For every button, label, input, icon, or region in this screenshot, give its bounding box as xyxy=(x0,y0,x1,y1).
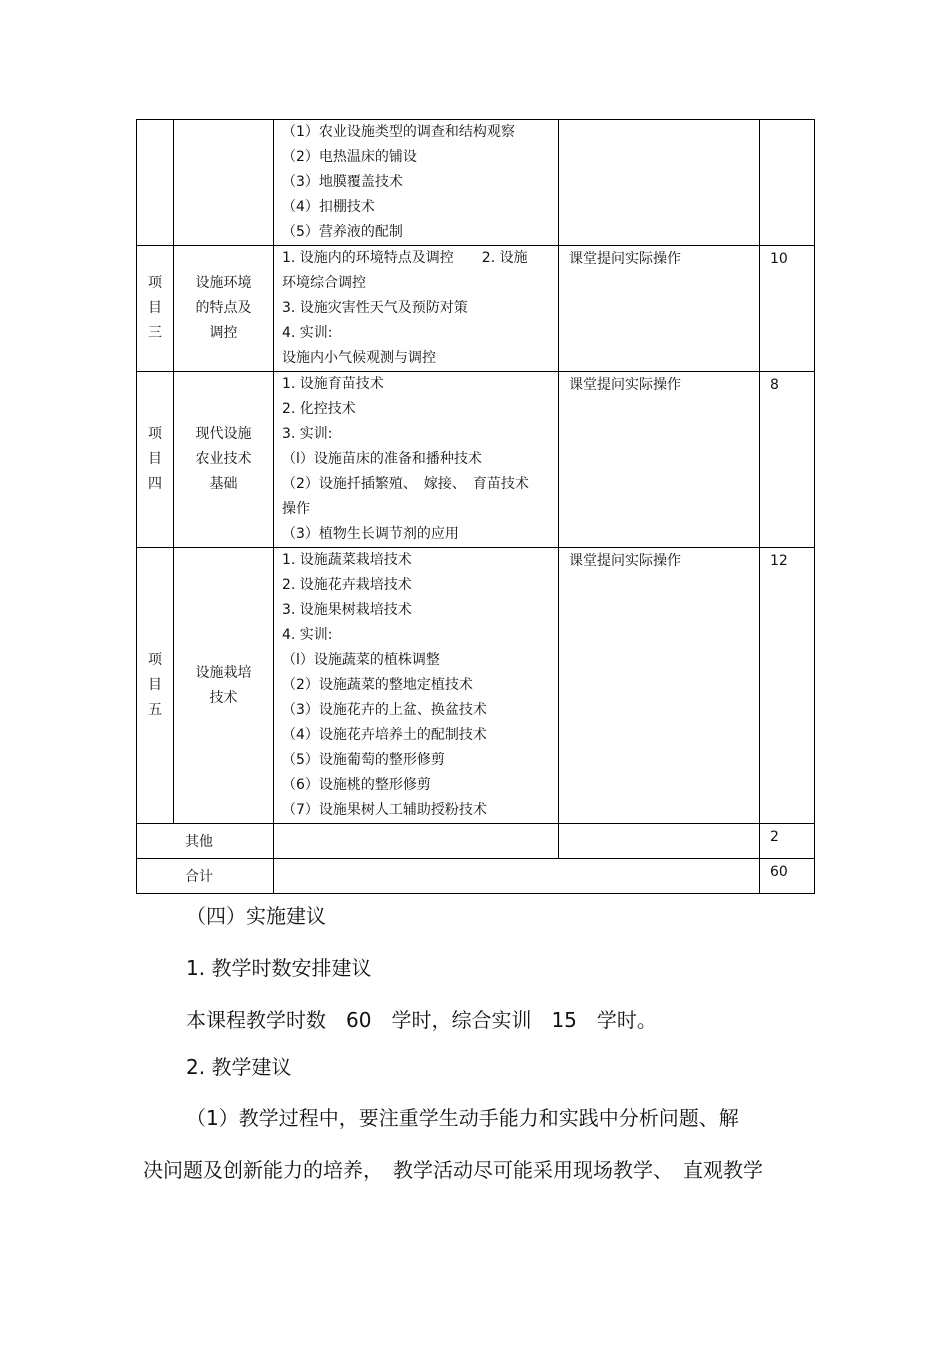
content-cell xyxy=(274,120,559,246)
content-line: 4. 实训: xyxy=(282,325,333,341)
table-row-other xyxy=(137,824,815,859)
advice-paragraph-line1: （1）教学过程中，要注重学生动手能力和实践中分析问题、解 xyxy=(186,1106,739,1130)
content-line: 3. 设施灾害性天气及预防对策 xyxy=(282,300,468,316)
content-line: （2）电热温床的铺设 xyxy=(282,149,417,165)
total-content-cell xyxy=(274,859,760,894)
subheading-advice: 2. 教学建议 xyxy=(186,1055,292,1079)
content-line: 2. 化控技术 xyxy=(282,401,356,417)
content-line: 设施内小气候观测与调控 xyxy=(282,350,436,366)
project-number-char: 项 xyxy=(148,652,162,668)
table-row xyxy=(137,548,815,824)
content-line: （4）扣棚技术 xyxy=(282,199,375,215)
total-hours-cell: 60 xyxy=(760,859,815,894)
content-cell xyxy=(274,548,559,824)
content-line: （5）设施葡萄的整形修剪 xyxy=(282,752,445,768)
content-line: 2. 设施花卉栽培技术 xyxy=(282,577,412,593)
content-line: （3）设施花卉的上盆、换盆技术 xyxy=(282,702,487,718)
content-line: （3）植物生长调节剂的应用 xyxy=(282,526,459,542)
content-line: （5）营养液的配制 xyxy=(282,224,403,240)
project-title-line: 技术 xyxy=(209,689,238,706)
syllabus-table xyxy=(136,119,815,894)
project-title-cell xyxy=(174,246,274,372)
project-title-line: 基础 xyxy=(209,476,238,492)
content-line: （6）设施桃的整形修剪 xyxy=(282,777,431,793)
project-number-char: 五 xyxy=(148,702,162,718)
other-hours-cell: 2 xyxy=(760,824,815,859)
project-title-line: 农业技术 xyxy=(195,451,252,467)
project-title-line: 设施环境 xyxy=(195,275,252,291)
total-label-cell: 合计 xyxy=(137,859,274,894)
method-cell xyxy=(559,120,760,246)
content-line: 3. 实训: xyxy=(282,426,333,442)
content-line: （l）设施苗床的准备和播种技术 xyxy=(282,451,482,467)
method-cell: 课堂提问实际操作 xyxy=(559,548,760,824)
hours-cell: 10 xyxy=(760,246,815,372)
hours-cell xyxy=(760,120,815,246)
advice-paragraph-line2: 决问题及创新能力的培养， 教学活动尽可能采用现场教学、 直观教学 xyxy=(143,1158,763,1182)
method-cell: 课堂提问实际操作 xyxy=(559,372,760,548)
project-number-char: 项 xyxy=(148,275,162,291)
other-content-cell xyxy=(274,824,559,859)
table-row-total xyxy=(137,859,815,894)
content-line: 1. 设施内的环境特点及调控 2. 设施 xyxy=(282,250,528,266)
project-number-cell xyxy=(137,246,174,372)
project-number-char: 项 xyxy=(148,426,162,442)
project-title-cell xyxy=(174,120,274,246)
subheading-hours: 1. 教学时数安排建议 xyxy=(186,956,372,980)
content-line: （1）农业设施类型的调查和结构观察 xyxy=(282,124,515,140)
content-line: 1. 设施蔬菜栽培技术 xyxy=(282,552,412,568)
table-row xyxy=(137,372,815,548)
content-line: 1. 设施育苗技术 xyxy=(282,376,384,392)
method-cell: 课堂提问实际操作 xyxy=(559,246,760,372)
content-cell xyxy=(274,372,559,548)
project-title-cell xyxy=(174,548,274,824)
project-number-cell xyxy=(137,372,174,548)
project-title-line: 现代设施 xyxy=(195,426,252,442)
hours-cell: 12 xyxy=(760,548,815,824)
content-line: （4）设施花卉培养土的配制技术 xyxy=(282,727,487,743)
project-number-char: 四 xyxy=(148,476,162,492)
project-number-char: 目 xyxy=(148,451,162,467)
project-title-line: 的特点及 xyxy=(195,300,252,316)
project-number-char: 目 xyxy=(148,677,162,693)
content-line: 4. 实训: xyxy=(282,627,333,643)
hours-paragraph: 本课程教学时数 60 学时，综合实训 15 学时。 xyxy=(186,1008,657,1032)
project-number-char: 三 xyxy=(148,325,162,341)
table-row xyxy=(137,246,815,372)
other-method-cell xyxy=(559,824,760,859)
hours-cell: 8 xyxy=(760,372,815,548)
content-line: 环境综合调控 xyxy=(282,275,366,291)
project-title-line: 设施栽培 xyxy=(195,664,252,681)
content-line: 操作 xyxy=(282,501,310,517)
content-line: （3）地膜覆盖技术 xyxy=(282,174,403,190)
project-number-char: 目 xyxy=(148,300,162,316)
project-number-cell xyxy=(137,548,174,824)
content-line: （l）设施蔬菜的植株调整 xyxy=(282,652,440,668)
project-number-cell xyxy=(137,120,174,246)
content-line: （2）设施蔬菜的整地定植技术 xyxy=(282,677,473,693)
content-cell xyxy=(274,246,559,372)
other-label-cell: 其他 xyxy=(137,824,274,859)
content-line: 3. 设施果树栽培技术 xyxy=(282,602,412,618)
table-row xyxy=(137,120,815,246)
project-title-cell xyxy=(174,372,274,548)
content-line: （2）设施扦插繁殖、 嫁接、 育苗技术 xyxy=(282,476,529,492)
project-title-line: 调控 xyxy=(209,325,238,341)
section-heading: （四）实施建议 xyxy=(186,904,326,928)
content-line: （7）设施果树人工辅助授粉技术 xyxy=(282,802,487,818)
